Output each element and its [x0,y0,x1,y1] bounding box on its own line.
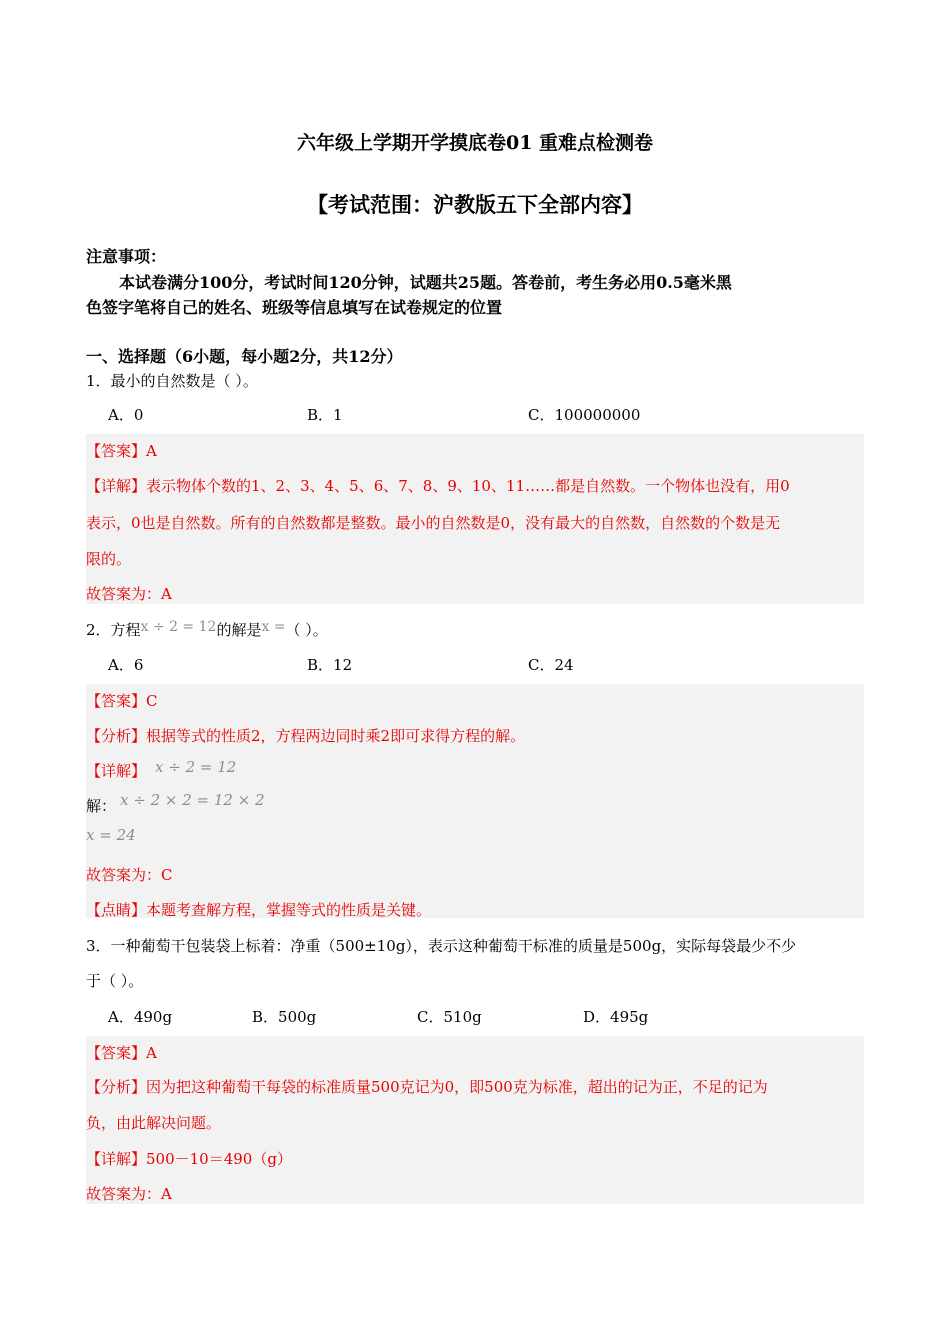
q3-analysis-line-1: 【分析】因为把这种葡萄干每袋的标准质量500克记为0，即500克为标准，超出的记为正，不足的记为 [86,1078,768,1096]
q2-comment: 【点睛】本题考查解方程，掌握等式的性质是关键。 [86,901,432,919]
q2-detail-equation: x ÷ 2 = 12 [155,758,237,776]
q2-solve-label: 解： [86,797,117,815]
q1-conclusion: 故答案为：A [86,585,172,603]
q2-stem-prefix: 2．方程 [86,621,141,639]
q3-option-c: C．510g [417,1008,482,1026]
q3-option-b: B．500g [252,1008,317,1026]
q3-option-d: D．495g [583,1008,649,1026]
exam-scope: 【考试范围：沪教版五下全部内容】 [307,192,643,217]
q2-stem-suffix: （ ）。 [285,621,328,639]
q2-result: x = 24 [86,826,136,844]
q2-solve-step: x ÷ 2 × 2 = 12 × 2 [120,791,265,809]
q1-detail-line-1: 【详解】表示物体个数的1、2、3、4、5、6、7、8、9、10、11……都是自然数。一个物体也没有，用0 [86,477,790,495]
q2-option-c: C．24 [528,656,574,674]
q2-option-a: A．6 [108,656,144,674]
question-3-stem-line-2: 于（ ）。 [86,972,144,990]
page-title: 六年级上学期开学摸底卷01 重难点检测卷 [296,132,654,154]
q2-stem-equation: x ÷ 2 = 12 [140,619,217,635]
q1-option-c: C．100000000 [528,406,641,424]
q3-option-a: A．490g [108,1008,173,1026]
q3-conclusion: 故答案为：A [86,1185,172,1203]
q3-answer: 【答案】A [86,1044,157,1062]
question-2-stem [86,619,328,640]
q3-analysis-line-2: 负，由此解决问题。 [86,1114,222,1132]
q1-option-b: B．1 [307,406,343,424]
notice-heading: 注意事项： [86,247,167,266]
q1-option-a: A．0 [108,406,144,424]
notice-line-2: 色签字笔将自己的姓名、班级等信息填写在试卷规定的位置 [86,298,503,317]
question-1-stem: 1．最小的自然数是（ ）。 [86,372,258,390]
q1-detail-line-3: 限的。 [86,550,132,568]
q2-analysis: 【分析】根据等式的性质2，方程两边同时乘2即可求得方程的解。 [86,727,526,745]
q3-detail: 【详解】500－10＝490（g） [86,1150,292,1168]
section-heading-choice: 一、选择题（6小题，每小题2分，共12分） [86,347,403,366]
q1-answer: 【答案】A [86,442,157,460]
q1-detail-line-2: 表示，0也是自然数。所有的自然数都是整数。最小的自然数是0，没有最大的自然数，自然数的个数是无 [86,514,781,532]
question-3-stem-line-1: 3．一种葡萄干包装袋上标着：净重（500±10g），表示这种葡萄干标准的质量是500g，实际每袋最少不少 [86,937,797,955]
notice-line-1: 本试卷满分100分，考试时间120分钟，试题共25题。答卷前，考生务必用0.5毫米黑 [119,273,732,292]
q2-stem-x: x = [261,619,286,635]
q2-option-b: B．12 [307,656,353,674]
q2-stem-mid: 的解是 [216,621,262,639]
q2-answer: 【答案】C [86,692,158,710]
q2-conclusion: 故答案为：C [86,866,173,884]
q2-detail-label: 【详解】 [86,762,147,780]
